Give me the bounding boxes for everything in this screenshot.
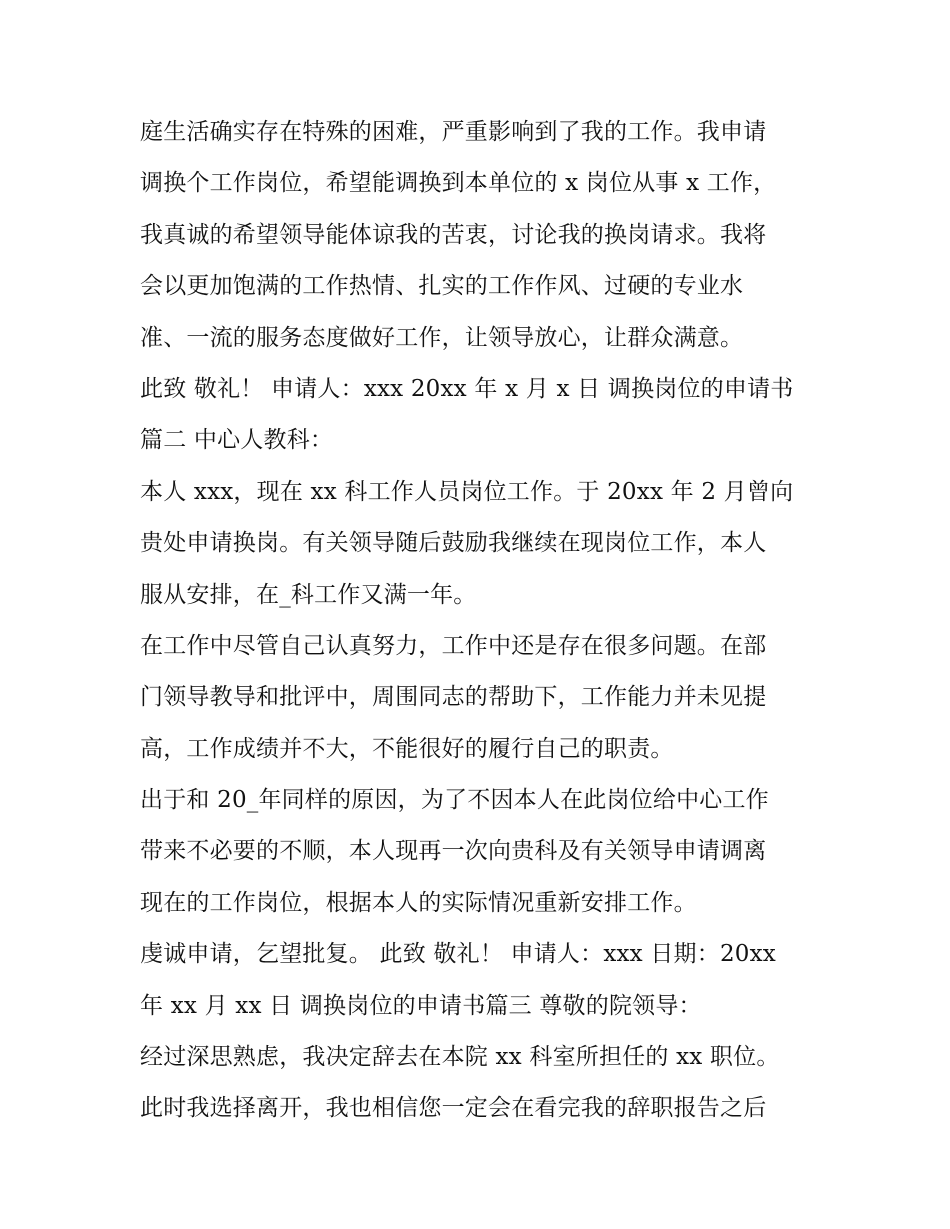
- document-body: [140, 107, 830, 1135]
- text-line: 年 xx 月 xx 日 调换岗位的申请书篇三 尊敬的院领导：: [140, 992, 702, 1019]
- text-line: 我真诚的希望领导能体谅我的苦衷，讨论我的换岗请求。我将: [140, 221, 767, 248]
- text-line: 此时我选择离开，我也相信您一定会在看完我的辞职报告之后: [140, 1095, 767, 1122]
- text-line: 虔诚申请，乞望批复。 此致 敬礼！ 申请人：xxx 日期：20xx: [140, 941, 776, 968]
- text-line: 门领导教导和批评中，周围同志的帮助下，工作能力并未见提: [140, 684, 767, 711]
- section-heading-line: 篇二 中心人教科：: [140, 427, 334, 454]
- text-line: 带来不必要的不顺，本人现再一次向贵科及有关领导申请调离: [140, 838, 767, 865]
- text-line: 经过深思熟虑，我决定辞去在本院 xx 科室所担任的 xx 职位。: [140, 1044, 780, 1071]
- text-line: 此致 敬礼！ 申请人：xxx 20xx 年 x 月 x 日 调换岗位的申请书: [140, 375, 794, 402]
- text-line: 准、一流的服务态度做好工作，让领导放心，让群众满意。: [140, 324, 744, 351]
- text-line: 高，工作成绩并不大，不能很好的履行自己的职责。: [140, 735, 674, 762]
- text-line: 调换个工作岗位，希望能调换到本单位的 x 岗位从事 x 工作，: [140, 170, 777, 197]
- text-line: 庭生活确实存在特殊的困难，严重影响到了我的工作。我申请: [140, 119, 767, 145]
- text-line: 贵处申请换岗。有关领导随后鼓励我继续在现岗位工作，本人: [140, 530, 767, 557]
- text-line: 在工作中尽管自己认真努力，工作中还是存在很多问题。在部: [140, 632, 767, 659]
- text-line: 本人 xxx，现在 xx 科工作人员岗位工作。于 20xx 年 2 月曾向: [140, 478, 794, 505]
- text-line: 会以更加饱满的工作热情、扎实的工作作风、过硬的专业水: [140, 273, 744, 300]
- text-line: 现在的工作岗位，根据本人的实际情况重新安排工作。: [140, 889, 697, 916]
- text-line: 出于和 20_年同样的原因，为了不因本人在此岗位给中心工作: [140, 787, 769, 814]
- text-line: 服从安排，在_科工作又满一年。: [140, 581, 477, 608]
